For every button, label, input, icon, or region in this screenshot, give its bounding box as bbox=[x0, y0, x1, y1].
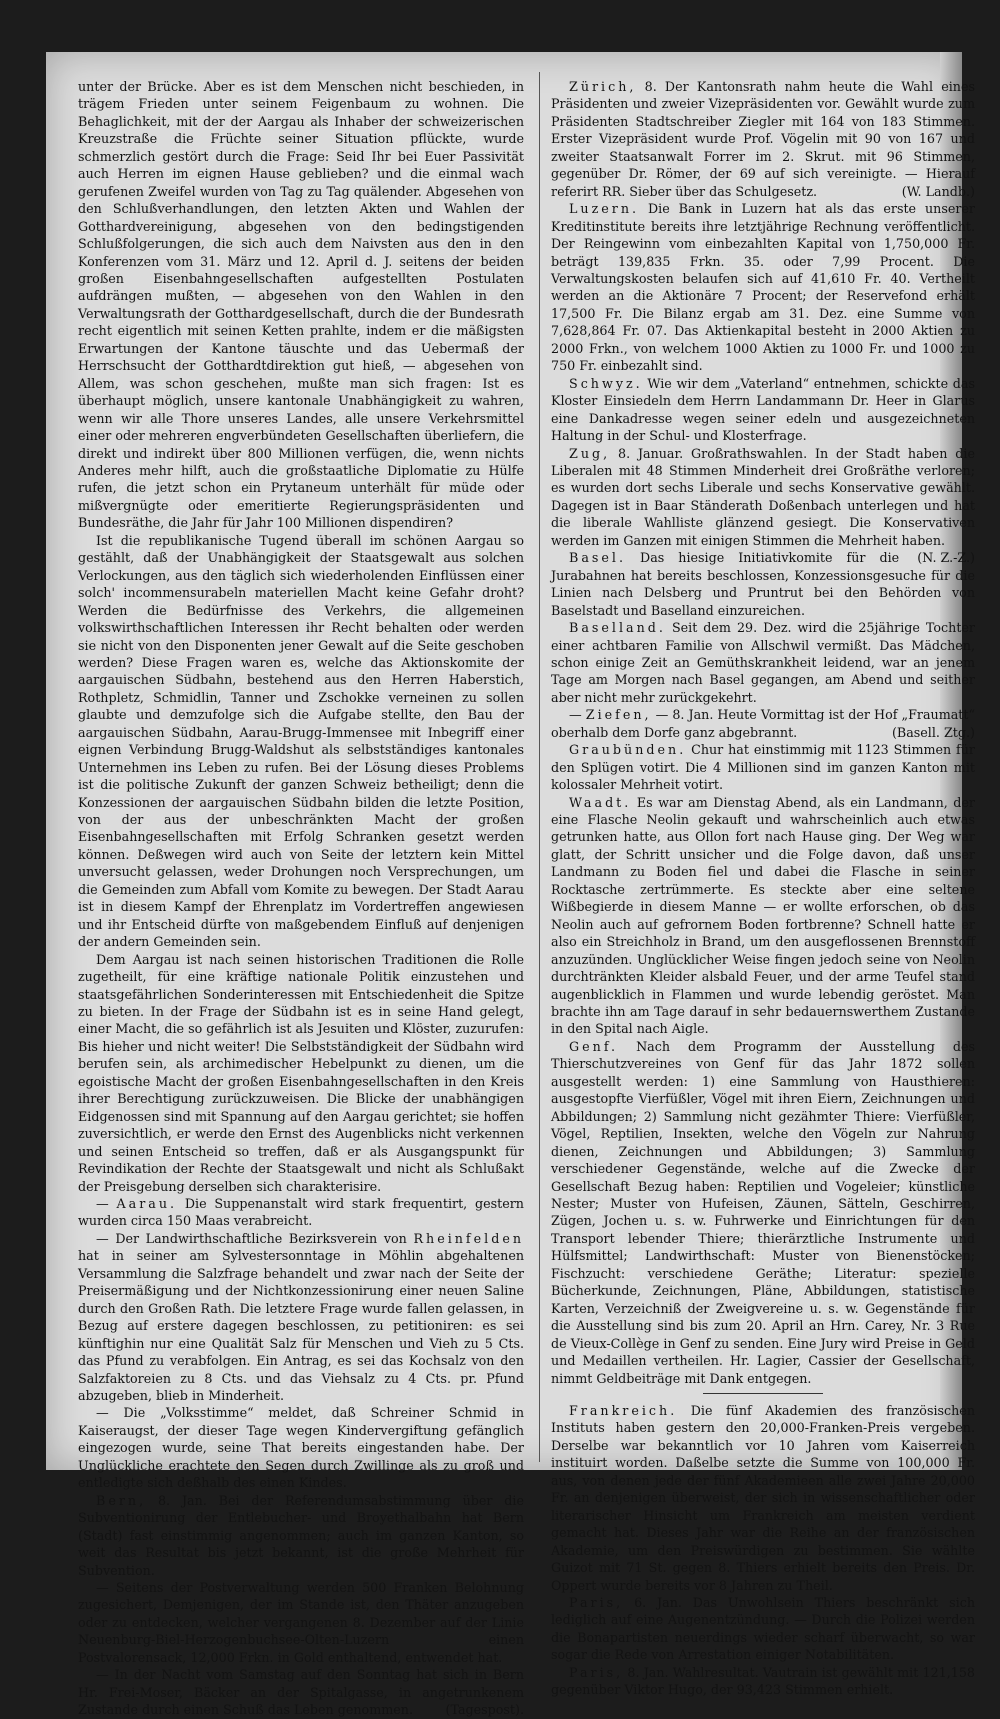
news-text: — 8. Jan. Heute Vormittag ist der Hof „Fraumatt“ oberhalb dem Dorfe ganz abgebrannt. bbox=[551, 707, 975, 740]
news-item-zuerich bbox=[551, 78, 975, 200]
right-column bbox=[551, 78, 975, 1699]
news-text: Wie wir dem „Vaterland“ entnehmen, schickte das Kloster Einsiedeln dem Herrn Landammann Dr. Heer in Glarus eine Dankadresse wegen seiner edeln und ausgezeichneten Haltung in der Schul- und Klosterfrage. bbox=[551, 375, 975, 444]
news-item-bern-night bbox=[78, 1666, 524, 1718]
article-aargau-suedbahn: Ist die republikanische Tugend überall im schönen Aargau so gestählt, daß der Unabhängigkeit der Staatsgewalt aus solchen Verlockungen, aus den täglich sich wiederholenden Einflüssen einer solch' incommensurabeln materiellen Macht keine Gefahr droht? Werden die Bedürfnisse des Verkehrs, die allgemeinen volkswirthschaftlichen Interessen ihr Recht behalten oder werden sie nicht von den Disponenten jener Gewalt auf die Seite geschoben werden? Diese Fragen waren es, welche das Aktionskomite der aargauischen Südbahn, bestehend aus den Herren Haberstich, Rothpletz, Schmidlin, Tanner und Zschokke verneinen zu sollen glaubte und demzufolge sich die Aufgabe stellte, den Bau der aargauischen Südbahn, Aarau-Brugg-Immensee mit Inbegriff einer eignen Verbindung Brugg-Waldshut als selbstständiges kantonales Unternehmen ins Leben zu rufen. Bei der Lösung dieses Problems ist die politische Zukunft der ganzen Schweiz betheiligt; denn die Konzessionen der aargauischen Südbahn bilden die letzte Position, von der aus der unbeschränkten Macht der großen Eisenbahngesellschaften mit Erfolg Schranken gesetzt werden können. Deßwegen wird auch von Seite der letztern kein Mittel unversucht gelassen, weder Drohungen noch Versprechungen, um die Gemeinden zum Abfall vom Komite zu bewegen. Der Stadt Aarau ist in diesem Kampf der Ehrenplatz im Vordertreffen angewiesen und ihr Entscheid dürfte von maßgebendem Einfluß auf denjenigen der andern Gemeinden sein. bbox=[78, 532, 524, 950]
news-item-rheinfelden bbox=[78, 1230, 524, 1405]
news-item-postverwaltung: — Seitens der Postverwaltung werden 500 Franken Belohnung zugesichert, Demjenigen, der im Stande ist, den Thäter anzugeben oder zu entdecken, welcher vergangenen 8. Dezember auf der Linie Neuenburg-Biel-Herzogenbuchsee-Olten-Luzern einen Postvalorensack, 12,000 Frkn. in Gold enthaltend, entwendet hat. bbox=[78, 1579, 524, 1665]
news-item-luzern bbox=[551, 200, 975, 375]
place-name: Luzern. bbox=[569, 201, 640, 217]
news-item-frankreich bbox=[551, 1402, 975, 1594]
news-item-ziefen: — Ziefen, — 8. Jan. Heute Vormittag ist der Hof „Fraumatt“ oberhalb dem Dorfe ganz abgebrannt. (Basell. Ztg.) bbox=[551, 707, 975, 740]
place-name: Zürich, bbox=[569, 79, 637, 94]
news-text: Das hiesige Initiativkomite für die Jurabahnen hat bereits beschlossen, Konzessionsgesuche für die Linien nach Delsberg und Pruntrut bei den Behörden von Baselstadt und Baselland einzureichen. bbox=[551, 550, 975, 618]
place-name: Paris, bbox=[569, 1594, 624, 1610]
news-text: Die Suppenanstalt wird stark frequentirt, gestern wurden circa 150 Maas verabreicht. bbox=[78, 1196, 524, 1229]
place-name: Ziefen, bbox=[585, 707, 652, 723]
place-name: Baselland. bbox=[569, 620, 666, 636]
place-name: Basel. bbox=[569, 550, 626, 566]
news-item-paris-2 bbox=[551, 1664, 975, 1699]
source-attribution: (Tagespost). bbox=[445, 1702, 524, 1718]
news-text: — Der Landwirthschaftliche Bezirksverein von bbox=[96, 1230, 407, 1246]
place-name: Schwyz. bbox=[569, 375, 643, 391]
news-item-waadt bbox=[551, 794, 975, 1038]
news-text: Die fünf Akademien des französischen Instituts haben gestern den 20,000-Franken-Preis vergeben. Derselbe war bekanntlich vor 10 Jahren vom Kaiserreich instituirt worden. Daßelbe setzte die Summe von 100,000 Fr. aus, von denen jede der fünf Akademieen alle zwei Jahre 20,000 Fr. an denjenigen überweist, der sich in wissenschaftlicher oder literarischer Hinsicht um Frankreich am meisten verdient gemacht hat. Dieses Jahr war die Reihe an der französischen Akademie, um den Preiswürdigen zu bestimmen. Sie wählte Guizot mit 71 St. gegen 8. Thiers erhielt bereits den Preis. Dr. Oppert wurde bereits vor 8 Jahren zu Theil. bbox=[551, 1402, 975, 1593]
source-attribution: (W. Landb.) bbox=[901, 183, 975, 199]
place-name: Graubünden. bbox=[569, 742, 687, 758]
news-text: Es war am Dienstag Abend, als ein Landmann, der eine Flasche Neolin gekauft und wahrscheinlich auch etwas getrunken hatte, aus Ollon fort nach Hause ging. Der Weg war glatt, der Schritt unsicher und die Folge davon, daß unser Landmann zu Boden fiel und dabei die Flasche in seiner Rocktasche zertrümmerte. Es steckte aber eine seltene Wißbegierde in diesem Manne — er wollte erforschen, ob das Neolin auch auf gefrornem Boden fortbrenne? Schnell hatte er also ein Streichholz in Brand, um den ausgeflossenen Brennstoff anzuzünden. Unglücklicher Weise fingen jedoch seine von Neolin durchtränkten Kleider alsbald Feuer, und der arme Teufel stand augenblicklich in Flammen und wurde lebendig geröstet. Man brachte ihn am Tage darauf in sehr bedauernswerthem Zustande in den Spital nach Aigle. bbox=[551, 794, 975, 1037]
news-item-paris-1 bbox=[551, 1594, 975, 1664]
news-text: 8. Jan. Bei der Referendumsabstimmung über die Subventionirung der Entlebucher- und Broyethalbahn hat Bern (Stadt) fast einstimmig angenommen; auch im ganzen Kanton, so weit das Resultat bis jetzt bekannt, ist die große Mehrheit für Subvention. bbox=[78, 1492, 524, 1578]
news-item-genf bbox=[551, 1038, 975, 1387]
place-name: Bern, bbox=[96, 1492, 147, 1508]
newspaper-page bbox=[46, 52, 975, 1718]
place-name: Waadt. bbox=[569, 794, 632, 810]
news-item-volksstimme: — Die „Volksstimme“ meldet, daß Schreiner Schmid in Kaiseraugst, der dieser Tage wegen Kindervergiftung gefänglich eingezogen wurde, seine That bereits eingestanden habe. Der Unglückliche erachtete den Segen durch Zwillinge als zu groß und entledigte sich deßhalb des einen Kindes. bbox=[78, 1405, 524, 1491]
news-text: Chur hat einstimmig mit 1123 Stimmen für den Splügen votirt. Die 4 Millionen sind im ganzen Kanton mit kolossaler Mehrheit votirt. bbox=[551, 742, 975, 793]
news-item-aarau: — Aarau. Die Suppenanstalt wird stark frequentirt, gestern wurden circa 150 Maas verabreicht. bbox=[78, 1196, 524, 1229]
news-text: Seit dem 29. Dez. wird die 25jährige Tochter einer achtbaren Familie von Allschwil vermißt. Das Mädchen, schon einige Zeit an Gemüthskrankheit leidend, war an jenem Tage am Morgen nach Basel gegangen, am Abend und seither aber nicht mehr zurückgekehrt. bbox=[551, 620, 975, 705]
source-attribution: (N. Z.-Z.) bbox=[917, 550, 975, 566]
place-name: Aarau. bbox=[116, 1196, 178, 1211]
place-name: Frankreich. bbox=[569, 1402, 678, 1418]
news-text: Nach dem Programm der Ausstellung des Thierschutzvereines von Genf für das Jahr 1872 sollen ausgestellt werden: 1) eine Sammlung von Hausthieren: ausgestopfte Vierfüßler, Vögel mit ihren Eiern, Zeichnungen und Abbildungen; 2) Sammlung nicht gezähmter Thiere: Vierfüßler, Vögel, Reptilien, Insekten, welche den Vögeln zur Nahrung dienen, Zeichnungen und Abbildungen; 3) Sammlung verschiedener Gegenstände, welche auf die Zwecke der Gesellschaft Bezug haben: Reptilien und Vogeleier; künstliche Nester; Muster von Hufeisen, Zäunen, Sätteln, Geschirren, Zügen, Jochen u. s. w. Fuhrwerke und Einrichtungen für den Transport lebender Thiere; thierärztliche Instrumente und Hülfsmittel; Landwirthschaft: Muster von Bienenstöcken; Fischzucht: verschiedene Geräthe; Literatur: spezielle Bücherkunde, Zeichnungen, Pläne, Abbildungen, statistische Karten, Verzeichniß der Zweigvereine u. s. w. Gegenstände für die Ausstellung sind bis zum 20. April an Hrn. Carey, Nr. 3 Rue de Vieux-Collège in Genf zu senden. Eine Jury wird Preise in Geld und Medaillen vertheilen. Hr. Lagier, Cassier der Gesellschaft, nimmt Geldbeiträge mit Dank entgegen. bbox=[551, 1038, 975, 1386]
column-divider bbox=[539, 72, 540, 1462]
article-aargau-continued: unter der Brücke. Aber es ist dem Menschen nicht beschieden, in trägem Frieden unter seinem Feigenbaum zu wohnen. Die Behaglichkeit, mit der der Aargau als Inhaber der schweizerischen Kreuzstraße die Früchte seiner Situation pflückte, wurde schmerzlich gestört durch die Frage: Seid Ihr bei Euer Passivität auch Herren im eignen Hause geblieben? und die einmal wach gerufenen Zweifel wurden von Tag zu Tag quälender. Abgesehen von den Schlußverhandlungen, den letzten Akten und Wahlen der Gotthardvereinigung, abgesehen von den bedingstigenden Schlußfolgerungen, die sich auch dem Naivsten aus den in den Konferenzen vom 31. März und 12. April d. J. seitens der beiden großen Eisenbahngesellschaften aufgestellten Postulaten aufdrängen mußten, — abgesehen von den Wahlen in den Verwaltungsrath der Gotthardgesellschaft, durch die der Bundesrath recht eigentlich mit seinen Ketten prahlte, indem er die mäßigsten Erwartungen der Kantone täuschte und das Uebermaß der Herrschsucht der Gotthardtdirektion gut hieß, — abgesehen von Allem, was schon geschehen, mußte man sich fragen: Ist es überhaupt möglich, unsere kantonale Unabhängigkeit zu wahren, wenn wir alle Thore unseres Landes, alle unsere Verkehrsmittel einer oder mehreren engverbündeten Gesellschaften überliefern, die direkt und indirekt über 800 Millionen verfügen, die, wenn nichts Anderes mehr hilft, auch die großstaatliche Diplomatie zu Hülfe rufen, die jetzt schon ein Prytaneum unterhält für müde oder mißvergnügte oder emeritierte Regierungspräsidenten und Bundesräthe, die Jahr für Jahr 100 Millionen dispendiren? bbox=[78, 79, 524, 531]
news-text: Die Bank in Luzern hat als das erste unserer Kreditinstitute bereits ihre letztjährige Rechnung veröffentlicht. Der Reingewinn vom einbezahlten Kapital von 1,750,000 Fr. beträgt 139,835 Frkn. 35. oder 7,99 Procent. Die Verwaltungskosten belaufen sich auf 41,610 Fr. 40. Vertheilt werden an die Aktionäre 7 Procent; der Reservefond erhält 17,500 Fr. Die Bilanz ergab am 31. Dez. eine Summe von 7,628,864 Fr. 07. Das Aktienkapital besteht in 2000 Aktien zu 2000 Frkn., von welchem 1000 Aktien zu 1000 Fr. und 1000 zu 750 Fr. einbezahlt sind. bbox=[551, 201, 975, 374]
news-text: 8. Jan. Wahlresultat. Vautrain ist gewählt mit 121,158 gegenüber Viktor Hugo, der 93,423 Stimmen erhielt. bbox=[551, 1664, 975, 1698]
place-name: Paris, bbox=[569, 1664, 624, 1680]
news-item-schwyz bbox=[551, 375, 975, 445]
section-separator-rule bbox=[703, 1393, 823, 1394]
news-item-bern bbox=[78, 1492, 524, 1579]
news-text: 8. Januar. Großrathswahlen. In der Stadt haben die Liberalen mit 48 Stimmen Minderheit drei Großräthe verloren; es wurden dort sechs Liberale und sechs Konservative gewählt. Dagegen ist in Baar Ständerath Doßenbach unterlegen und hat die liberale Wahlliste glänzend gesiegt. Die Konservativen werden im Ganzen mit einigen Stimmen die Mehrheit haben. bbox=[551, 445, 975, 548]
place-name: Genf. bbox=[569, 1038, 619, 1054]
place-name: Zug, bbox=[569, 445, 611, 461]
article-aargau-politik: Dem Aargau ist nach seinen historischen Traditionen die Rolle zugetheilt, für eine kräftige nationale Politik einzustehen und staatsgefährlichen Sonderinteressen mit Entschiedenheit die Spitze zu bieten. In der Frage der Südbahn ist es in seine Hand gelegt, einer Macht, die so gefährlich ist als Jesuiten und Klöster, zuzurufen: Bis hieher und nicht weiter! Die Selbstständigkeit der Südbahn wird berufen sein, als archimedischer Hebelpunkt zu dienen, um die egoistische Macht der großen Eisenbahngesellschaften in den Kreis ihrer Berechtigung zurückzuweisen. Die Blicke der unabhängigen Eidgenossen sind mit Spannung auf den Aargau gerichtet; sie hoffen zuversichtlich, er werde den Ernst des Augenblicks nicht verkennen und seinen Entscheid so treffen, daß er als Ausgangspunkt für Revindikation der Rechte der Staatsgewalt und nicht als Schlußakt der Preisgebung derselben sich charakterisire. bbox=[78, 951, 524, 1194]
news-item-graubuenden bbox=[551, 741, 975, 793]
news-text: 8. Der Kantonsrath nahm heute die Wahl eines Präsidenten und zweier Vizepräsidenten vor. Gewählt wurde zum Präsidenten Stadtschreiber Ziegler mit 164 von 183 Stimmen. Erster Vizepräsident wurde Prof. Vögelin mit 90 von 167 und zweiter Staatsanwalt Forrer im 2. Skrut. mit 96 Stimmen, gegenüber Dr. Römer, der 69 auf sich vereinigte. — Hierauf referirt RR. Sieber über das Schulgesetz. bbox=[551, 79, 975, 199]
news-text: — In der Nacht vom Samstag auf den Sonntag hat sich in Bern Hr. Frei-Moser, Bäcker an der Spitalgasse, in angetrunkenem Zustande durch einen Schuß das Leben genommen. bbox=[78, 1667, 524, 1718]
news-text: 6. Jan. Das Unwohlsein Thiers beschränkt sich lediglich auf eine Augenentzündung. — Durch die Polizei werden die Bonapartisten neuerdings wieder scharf überwacht, so war sogar die Rede von Arrestation einiger Notabilitäten. bbox=[551, 1594, 975, 1663]
news-item-baselland bbox=[551, 619, 975, 706]
source-attribution: (Basell. Ztg.) bbox=[891, 724, 975, 740]
left-column bbox=[78, 78, 524, 1719]
news-text: hat in seiner am Sylvestersonntage in Möhlin abgehaltenen Versammlung die Salzfrage behandelt und zwar nach der Seite der Preisermäßigung und der Nichtkonzessionirung einer neuen Saline durch den Großen Rath. Die letztere Frage wurde fallen gelassen, in Bezug auf erstere dagegen beschlossen, zu petitioniren: es sei künftighin nur eine Qualität Salz für Menschen und Vieh zu 5 Cts. das Pfund zu verabfolgen. Ein Antrag, es sei das Kochsalz von den Salzfaktoreien zu 8 Cts. und das Viehsalz zu 4 Cts. pr. Pfund abzugeben, blieb in Minderheit. bbox=[78, 1248, 524, 1403]
place-name: Rheinfelden bbox=[413, 1230, 524, 1246]
